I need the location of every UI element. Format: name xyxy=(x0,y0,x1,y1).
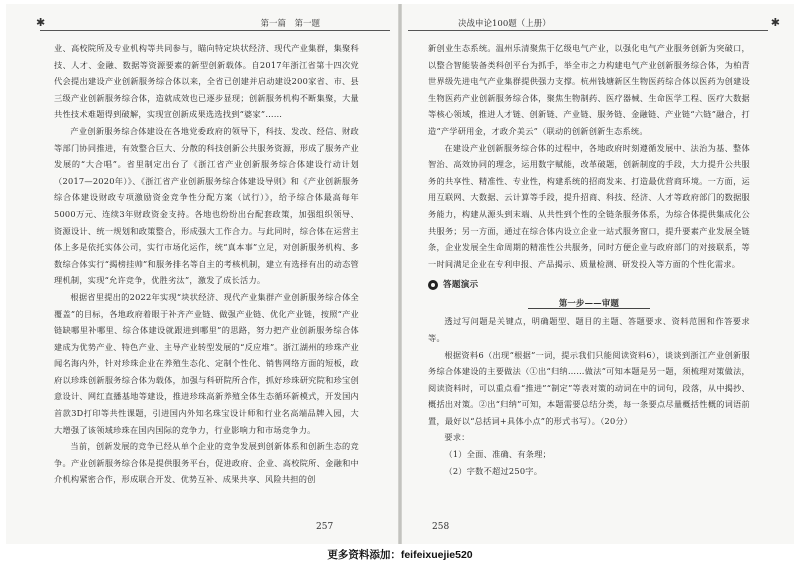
star-icon: ✱ xyxy=(770,16,780,29)
section-heading xyxy=(428,277,750,293)
left-page-number: 257 xyxy=(316,522,334,532)
right-header-text: 决战申论100题（上册） xyxy=(458,19,551,29)
body-paragraph: 当前，创新发展的竞争已经从单个企业的竞争发展到创新体系和创新生态的竞争。产业创新服务综合体是提供服务平台，促进政府、企业、高校院所、金融和中介机构紧密合作，形成联合开发、优势互补、成果共享、风险共担的创 xyxy=(54,441,359,485)
body-paragraph: 产业创新服务综合体建设在各地党委政府的领导下，科技、发改、经信、财政等部门协同推进，有效整合巨大、分散的科技创新公共服务资源，形成了服务产业发展的“大合唱”。省里制定出台了《浙江省产业创新服务综合体建设行动计划（2017—2020年）》、《浙江省产业创新服务综合体建设导则》和《产业创新服务综合体建设财政专项激励资金竞争性分配方案（试行）》，给予综合体最高每年5000万元、连续3年财政资金支持。各地也纷纷出台配套政策，加强组织领导、资源设计、统一规划和政策整合，形成强大工作合力。与此同时，综合体在运营主体上多是依托实体公司，实行市场化运作，统“真本事”立足，对创新服务机构、多数综合体实行“揭榜挂帅”和服务排名等自主的考核机制，建立有选择有出的动态管理机制，实现“允许竞争，优胜劣汰”，激发了成长活力。 xyxy=(54,125,359,286)
footer-contact: 更多资料添加：feifeixuejie520 xyxy=(327,549,473,561)
step-paragraph: 透过写问题是关键点，明确题型、题目的主题、答题要求、资料范围和作答要求等。 xyxy=(428,316,750,343)
left-page xyxy=(6,4,398,544)
right-page xyxy=(402,4,794,544)
requirement-item: （1）全面、准确、有条理； xyxy=(444,449,552,460)
step-heading: 第一步——审题 xyxy=(428,295,750,311)
left-running-header xyxy=(36,16,390,31)
star-icon: ✱ xyxy=(36,16,46,29)
body-paragraph: 根据省里提出的2022年实现“块状经济、现代产业集群产业创新服务综合体全覆盖”的目标，各地政府着眼于补齐产业链、做强产业链、优化产业链，按照“产业链缺哪里补哪里、综合体建设就跟进到哪里”的思路，努力把产业创新服务综合体建成为优势产业、特色产业、主导产业转型发展的“反应堆”。浙江湖州的珍珠产业闻名海内外，针对珍珠企业在养殖生态化、定制个性化、销售网络方面的短板，政府以珍珠创新服务综合体为载体，加强与科研院所合作，抓好珍珠研究院和珍宝创意设计、网红直播基地等建设，推进珍珠高新养殖全体生态循环新模式，开发国内首款3D打印等共性课题，引进国内外知名珠宝设计师和行业名高端品牌入园，大大增强了该领域珍珠在国内国际的竞争力，行业影响力和市场竞争力。 xyxy=(54,291,359,435)
task-paragraph: 根据资料6（出现“根据”一词，提示我们只能阅读资料6），谈谈到浙江产业创新服务综合体建设的主要做法（①出“归纳……做法”可知本题是另一题，须梳理对策做法，阅读资料时，可以重点看“推进”“制定”等表对策的动词在中的词句，段落，从中揭抄、概括出对策。②出“归纳”可知，本题需要总结分类，每一条要点尽量概括性概的词语前置，最好以“总括词+具体小点”的形式书写）。（20分） xyxy=(428,349,750,426)
section-title: 答题演示 xyxy=(443,280,479,291)
bullet-circle-icon xyxy=(428,280,438,290)
right-running-header xyxy=(408,16,780,31)
body-paragraph: 业、高校院所及专业机构等共同参与，瞄向特定块状经济、现代产业集群，集聚科技、人才、金融、数据等资源要素的新型创新载体。自2017年浙江省第十四次党代会提出建设产业创新服务综合体以来，全省已创建并启动建设200家省、市、县三级产业创新服务综合体，造就成效也已逐步显现；创新服务机构不断集聚，大量共性技术难题得到破解，实现宣创新成果选选找到“婆家”…… xyxy=(54,43,359,120)
body-paragraph: 在建设产业创新服务综合体的过程中，各地政府时刻遵循发展中、法治为基、整体智治、高效协同的理念，运用数字赋能，改革破题，创新制度的手段，大力提升公共服务的共享性、精准性、专业性，构建系统的招商发来、打造最优营商环境。一方面，运用互联网、大数据、云计算等手段，提升招商、科技、经济、人才等政府部门的数据服务能力，构建从源头到末端、从共性到个性的全链条服务体系，为综合体提供集成化公共服务；另一方面，通过在综合体内设立企业一站式服务窗口，提升要素产业发展全链条，企业发展全生命周期的精准性公共服务，同时方便企业与政府部门的对接联系，等一时间满足企业在专利申报、产品揭示、质量检测、研发投入等方面的个性化需求。 xyxy=(428,142,750,269)
body-paragraph: 新创业生态系统。温州乐清聚焦于亿级电气产业，以强化电气产业服务创新为突破口，以整合智能装备类科创平台为抓手，举全市之力构建电气产业创新服务综合体，为柏青世界级先进电气产业集群提供强力支撑。杭州钱塘新区生物医药综合体以医药为创建设生物医药产业创新服务综合体，聚焦生物制药、医疗器械、生命医学工程、医疗大数据等核心领域，推进人才链、创新链、产业链、服务链、金融链、产业链“六链”融合，打造“产学研用金，才政介美云”（联动的创新创新生态系统。 xyxy=(428,43,750,136)
book-spread xyxy=(6,4,794,544)
requirement-item: （2）字数不超过250字。 xyxy=(444,465,543,476)
right-page-number: 258 xyxy=(432,522,450,532)
requirements-label: 要求： xyxy=(444,432,470,443)
left-body-text xyxy=(54,40,359,488)
left-header-text: 第一篇 第一题 xyxy=(260,19,320,29)
right-body-text xyxy=(428,40,750,479)
